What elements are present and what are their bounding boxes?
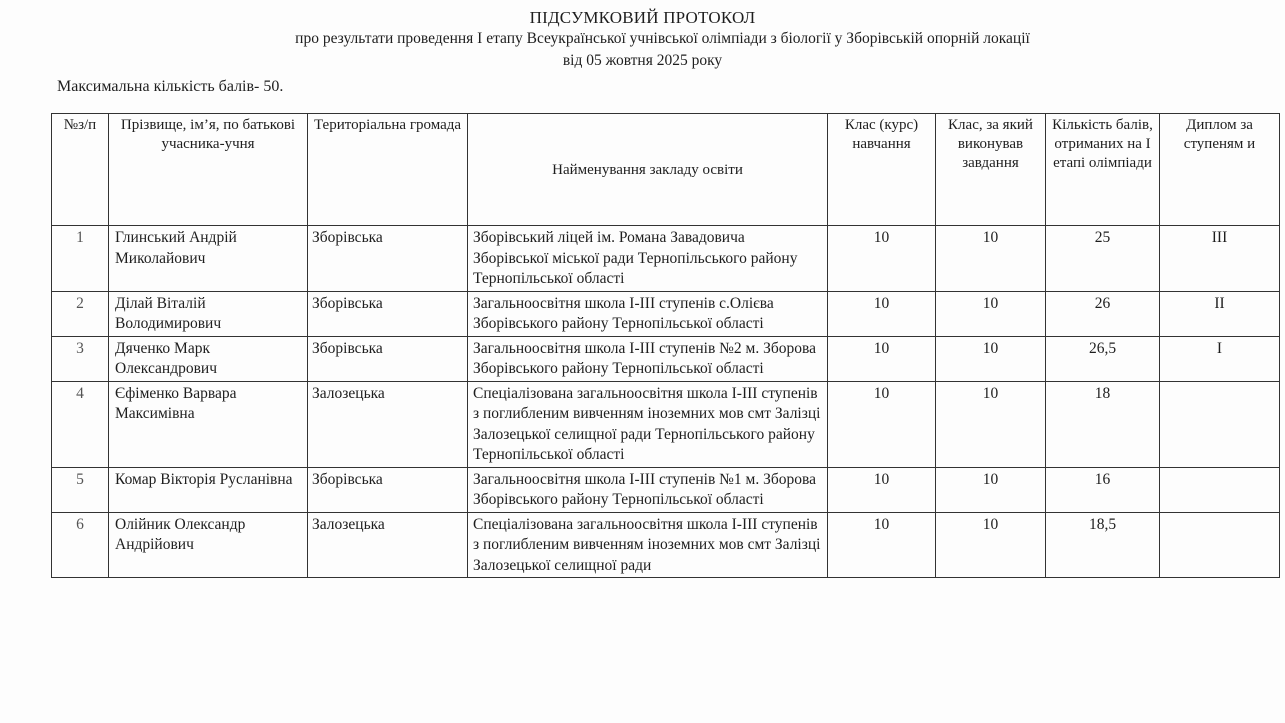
participant-community: Залозецька: [308, 512, 468, 578]
participant-community: Залозецька: [308, 381, 468, 467]
participant-class-task: 10: [936, 336, 1046, 381]
participant-diploma: [1160, 512, 1280, 578]
max-score-note: Максимальна кількість балів- 50.: [57, 78, 284, 95]
row-number: 5: [52, 467, 109, 512]
participant-community: Зборівська: [308, 291, 468, 336]
document-subtitle: про результати проведення I етапу Всеукраїнської учнівської олімпіади з біології у Зборівській опорній локації: [295, 30, 1030, 47]
col-header-community: Територіальна громада: [308, 114, 468, 226]
participant-community: Зборівська: [308, 467, 468, 512]
participant-name: Ділай Віталій Володимирович: [109, 291, 308, 336]
participant-class-task: 10: [936, 291, 1046, 336]
participant-name: Олійник Олександр Андрійович: [109, 512, 308, 578]
col-header-number: №з/п: [52, 114, 109, 226]
table-row: [52, 291, 1280, 336]
participant-class: 10: [828, 226, 936, 292]
participant-class-task: 10: [936, 381, 1046, 467]
col-header-school: Найменування закладу освіти: [468, 114, 828, 226]
participant-score: 26: [1046, 291, 1160, 336]
table-row: [52, 226, 1280, 292]
col-header-score: Кількість балів, отриманих на I етапі олімпіади: [1046, 114, 1160, 226]
participant-diploma: III: [1160, 226, 1280, 292]
participant-school: Спеціалізована загальноосвітня школа I-III ступенів з поглибленим вивченням іноземних мов смт Залізці Залозецької селищної ради: [468, 512, 828, 578]
table-row: [52, 336, 1280, 381]
row-number: 2: [52, 291, 109, 336]
table-row: [52, 512, 1280, 578]
participant-score: 16: [1046, 467, 1160, 512]
col-header-diploma: Диплом за ступеням и: [1160, 114, 1280, 226]
row-number: 6: [52, 512, 109, 578]
participant-class: 10: [828, 291, 936, 336]
participant-school: Загальноосвітня школа I-III ступенів №2 м. Зборова Зборівського району Тернопільської області: [468, 336, 828, 381]
participant-name: Глинський Андрій Миколайович: [109, 226, 308, 292]
participant-class: 10: [828, 467, 936, 512]
row-number: 3: [52, 336, 109, 381]
participant-class: 10: [828, 381, 936, 467]
col-header-name: Прізвище, ім’я, по батькові учасника-учня: [109, 114, 308, 226]
col-header-class-task: Клас, за який виконував завдання: [936, 114, 1046, 226]
participant-score: 18,5: [1046, 512, 1160, 578]
participant-community: Зборівська: [308, 226, 468, 292]
participant-diploma: [1160, 467, 1280, 512]
participant-score: 18: [1046, 381, 1160, 467]
participant-name: Дяченко Марк Олександрович: [109, 336, 308, 381]
col-header-class: Клас (курс) навчання: [828, 114, 936, 226]
table-row: [52, 381, 1280, 467]
participant-class-task: 10: [936, 467, 1046, 512]
participant-school: Загальноосвітня школа I-III ступенів №1 м. Зборова Зборівського району Тернопільської області: [468, 467, 828, 512]
results-table: [51, 113, 1280, 578]
document-title: ПІДСУМКОВИЙ ПРОТОКОЛ: [529, 8, 756, 27]
row-number: 4: [52, 381, 109, 467]
participant-school: Загальноосвітня школа I-III ступенів с.Олієва Зборівського району Тернопільської області: [468, 291, 828, 336]
table-header-row: [52, 114, 1280, 226]
table-row: [52, 467, 1280, 512]
participant-name: Комар Вікторія Русланівна: [109, 467, 308, 512]
participant-diploma: II: [1160, 291, 1280, 336]
participant-school: Зборівський ліцей ім. Романа Завадовича Зборівської міської ради Тернопільського району Тернопільської області: [468, 226, 828, 292]
participant-name: Єфіменко Варвара Максимівна: [109, 381, 308, 467]
participant-community: Зборівська: [308, 336, 468, 381]
participant-school: Спеціалізована загальноосвітня школа I-III ступенів з поглибленим вивченням іноземних мов смт Залізці Залозецької селищної ради Тернопільського району Тернопільської області: [468, 381, 828, 467]
participant-class: 10: [828, 336, 936, 381]
participant-diploma: [1160, 381, 1280, 467]
participant-class-task: 10: [936, 226, 1046, 292]
row-number: 1: [52, 226, 109, 292]
participant-score: 26,5: [1046, 336, 1160, 381]
participant-diploma: I: [1160, 336, 1280, 381]
document-date: від 05 жовтня 2025 року: [562, 52, 723, 69]
participant-class-task: 10: [936, 512, 1046, 578]
participant-score: 25: [1046, 226, 1160, 292]
participant-class: 10: [828, 512, 936, 578]
